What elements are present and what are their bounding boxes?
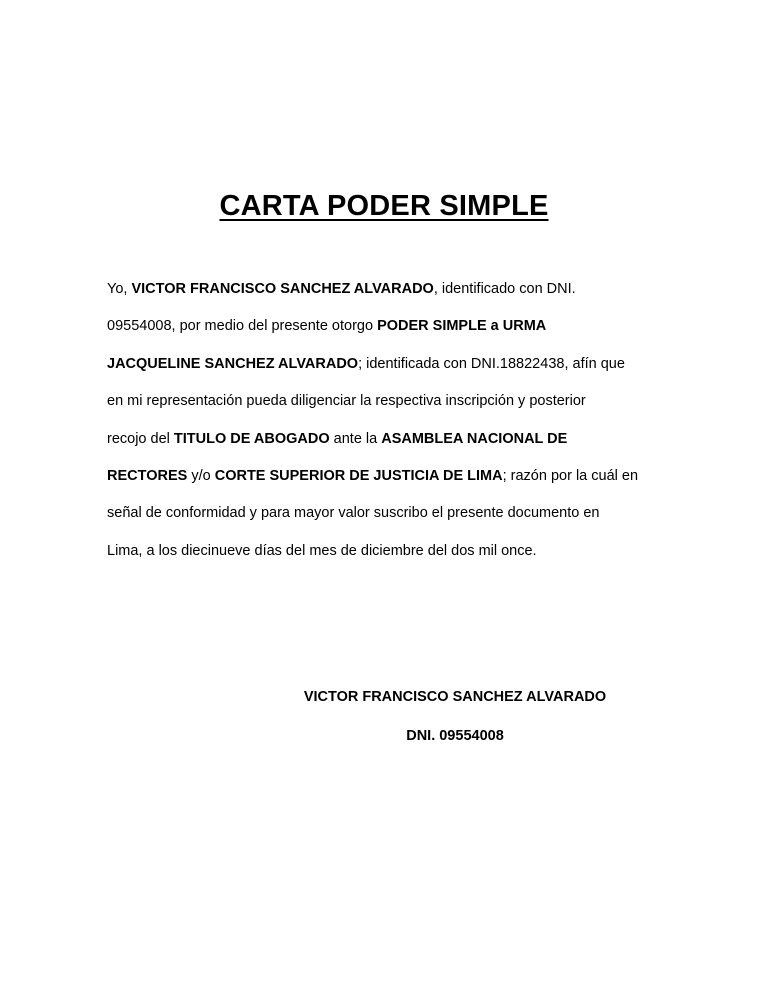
line-segment: ante la — [329, 430, 382, 447]
signature-dni: DNI. 09554008 — [406, 728, 504, 744]
line-segment: 09554008, por medio del presente otorgo — [107, 318, 378, 335]
line-segment-bold: PODER SIMPLE a URMA — [377, 318, 547, 335]
line-segment: en mi representación pueda diligenciar la respectiva inscripción y posterior — [107, 393, 586, 410]
body-line-8 — [107, 536, 667, 573]
line-segment: Yo, — [107, 281, 132, 297]
line-segment-bold: ASAMBLEA NACIONAL DE — [381, 430, 568, 447]
body-line-6 — [107, 461, 667, 498]
body-line-5 — [107, 424, 667, 461]
line-segment-bold: JACQUELINE SANCHEZ ALVARADO — [107, 355, 359, 372]
body-line-7 — [107, 498, 667, 535]
document-body — [107, 274, 667, 573]
line-segment: Lima, a los diecinueve días del mes de diciembre del dos mil once. — [107, 542, 537, 559]
body-line-4 — [107, 386, 667, 423]
line-segment: señal de conformidad y para mayor valor suscribo el presente documento en — [107, 505, 600, 522]
line-segment: y/o — [187, 467, 215, 484]
body-line-3 — [107, 349, 667, 386]
line-segment-bold: CORTE SUPERIOR DE JUSTICIA DE LIMA — [214, 467, 503, 484]
body-line-1 — [107, 274, 667, 311]
line-segment: afín que — [572, 355, 625, 372]
document-title: CARTA PODER SIMPLE — [219, 190, 549, 222]
body-line-2 — [107, 311, 667, 348]
line-segment-bold: VICTOR FRANCISCO SANCHEZ ALVARADO — [131, 281, 434, 297]
line-segment: , identificado con DNI. — [433, 281, 576, 297]
line-segment: ; identificada con DNI.18822438, — [358, 355, 573, 372]
line-segment-bold: RECTORES — [107, 467, 188, 484]
line-segment-bold: TITULO DE ABOGADO — [173, 430, 330, 447]
line-segment: recojo del — [107, 430, 174, 447]
signature-name: VICTOR FRANCISCO SANCHEZ ALVARADO — [303, 689, 607, 705]
line-segment: ; razón por la cuál en — [502, 467, 639, 484]
